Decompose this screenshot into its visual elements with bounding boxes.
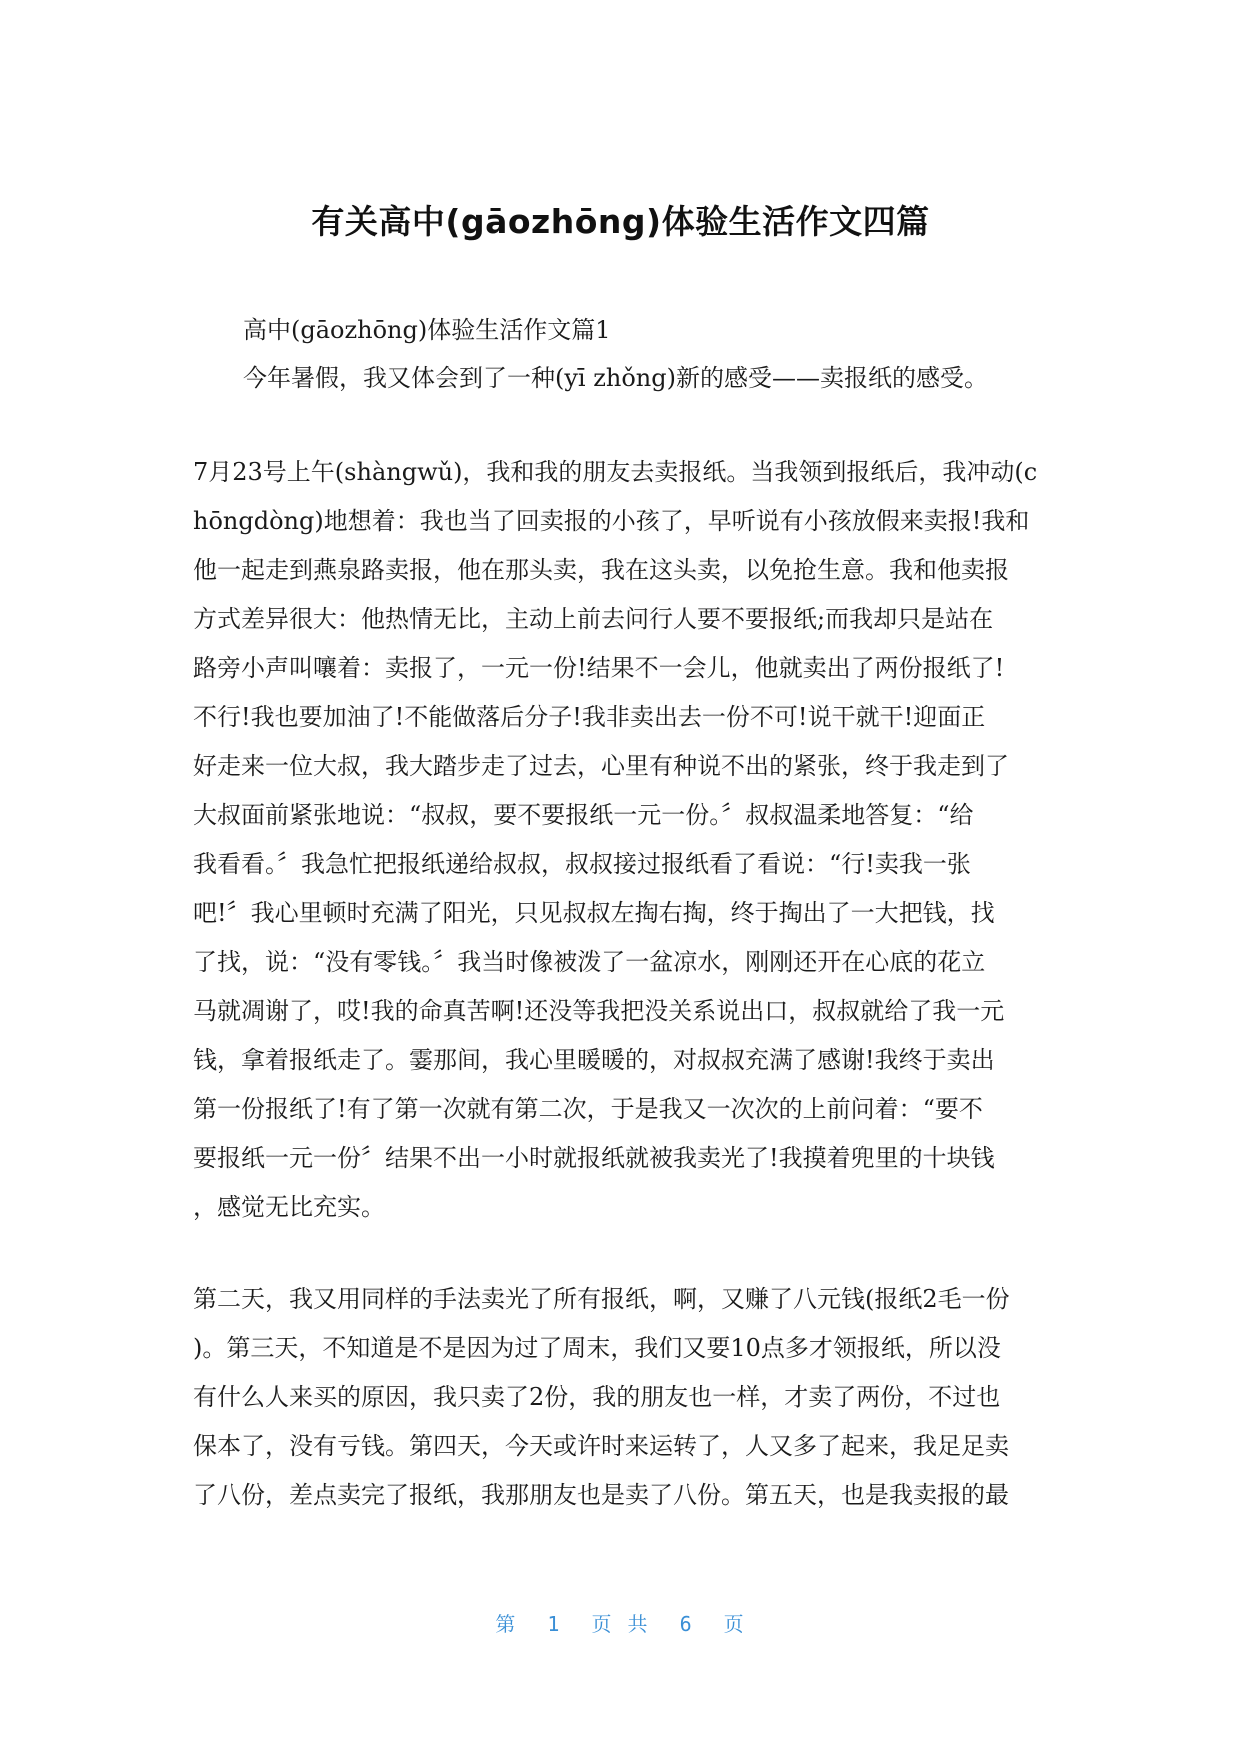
paragraph-line: 有什么人来买的原因，我只卖了2份，我的朋友也一样，才卖了两份，不过也 bbox=[193, 1383, 1001, 1411]
paragraph-line: 要报纸一元一份〞结果不出一小时就报纸就被我卖光了!我摸着兜里的十块钱 bbox=[193, 1144, 995, 1172]
footer-label-page-of: 页 共 bbox=[591, 1612, 650, 1636]
paragraph-line: 第二天，我又用同样的手法卖光了所有报纸，啊，又赚了八元钱(报纸2毛一份 bbox=[193, 1285, 1010, 1313]
paragraph-line: 好走来一位大叔，我大踏步走了过去，心里有种说不出的紧张，终于我走到了 bbox=[193, 752, 1009, 780]
paragraph-line: 第一份报纸了!有了第一次就有第二次，于是我又一次次的上前问着：“要不 bbox=[193, 1095, 983, 1123]
paragraph-line: 我看看。〞我急忙把报纸递给叔叔，叔叔接过报纸看了看说：“行!卖我一张 bbox=[193, 850, 971, 878]
paragraph-line: 7月23号上午(shàngwǔ)，我和我的朋友去卖报纸。当我领到报纸后，我冲动(c bbox=[193, 458, 1038, 486]
page-footer bbox=[0, 1608, 1241, 1637]
paragraph-line: 路旁小声叫嚷着：卖报了，一元一份!结果不一会儿，他就卖出了两份报纸了! bbox=[193, 654, 1005, 682]
paragraph-line: hōngdòng)地想着：我也当了回卖报的小孩了，早听说有小孩放假来卖报!我和 bbox=[193, 507, 1030, 535]
paragraph-line: 不行!我也要加油了!不能做落后分子!我非卖出去一份不可!说干就干!迎面正 bbox=[193, 703, 986, 731]
paragraph-line: )。第三天，不知道是不是因为过了周末，我们又要10点多才领报纸，所以没 bbox=[193, 1334, 1001, 1362]
footer-total-pages: 6 bbox=[679, 1612, 694, 1636]
paragraph-line: 马就凋谢了，哎!我的命真苦啊!还没等我把没关系说出口，叔叔就给了我一元 bbox=[193, 997, 1005, 1025]
document-title: 有关高中(gāozhōng)体验生活作文四篇 bbox=[311, 202, 930, 241]
paragraph-line: 钱，拿着报纸走了。霎那间，我心里暖暖的，对叔叔充满了感谢!我终于卖出 bbox=[193, 1046, 995, 1074]
paragraph-line: 大叔面前紧张地说：“叔叔，要不要报纸一元一份。〞叔叔温柔地答复：“给 bbox=[193, 801, 974, 829]
paragraph-line: 方式差异很大：他热情无比，主动上前去问行人要不要报纸;而我却只是站在 bbox=[193, 605, 994, 633]
paragraph-line: 保本了，没有亏钱。第四天，今天或许时来运转了，人又多了起来，我足足卖 bbox=[193, 1432, 1009, 1460]
body-paragraph-2 bbox=[193, 1275, 1048, 1520]
footer-current-page: 1 bbox=[547, 1612, 562, 1636]
paragraph-line: 了八份，差点卖完了报纸，我那朋友也是卖了八份。第五天，也是我卖报的最 bbox=[193, 1481, 1009, 1509]
paragraph-line: 吧!〞我心里顿时充满了阳光，只见叔叔左掏右掏，终于掏出了一大把钱，找 bbox=[193, 899, 995, 927]
section-heading: 高中(gāozhōng)体验生活作文篇1 bbox=[243, 316, 611, 344]
paragraph-line: ，感觉无比充实。 bbox=[193, 1193, 385, 1221]
body-paragraph-1 bbox=[193, 448, 1048, 1232]
paragraph-line: 了找，说：“没有零钱。〞我当时像被泼了一盆凉水，刚刚还开在心底的花立 bbox=[193, 948, 986, 976]
intro-paragraph: 今年暑假，我又体会到了一种(yī zhǒng)新的感受——卖报纸的感受。 bbox=[243, 364, 988, 392]
footer-label-pages: 页 bbox=[723, 1612, 746, 1636]
footer-label-page: 第 bbox=[495, 1612, 518, 1636]
paragraph-line: 他一起走到燕泉路卖报，他在那头卖，我在这头卖，以免抢生意。我和他卖报 bbox=[193, 556, 1009, 584]
